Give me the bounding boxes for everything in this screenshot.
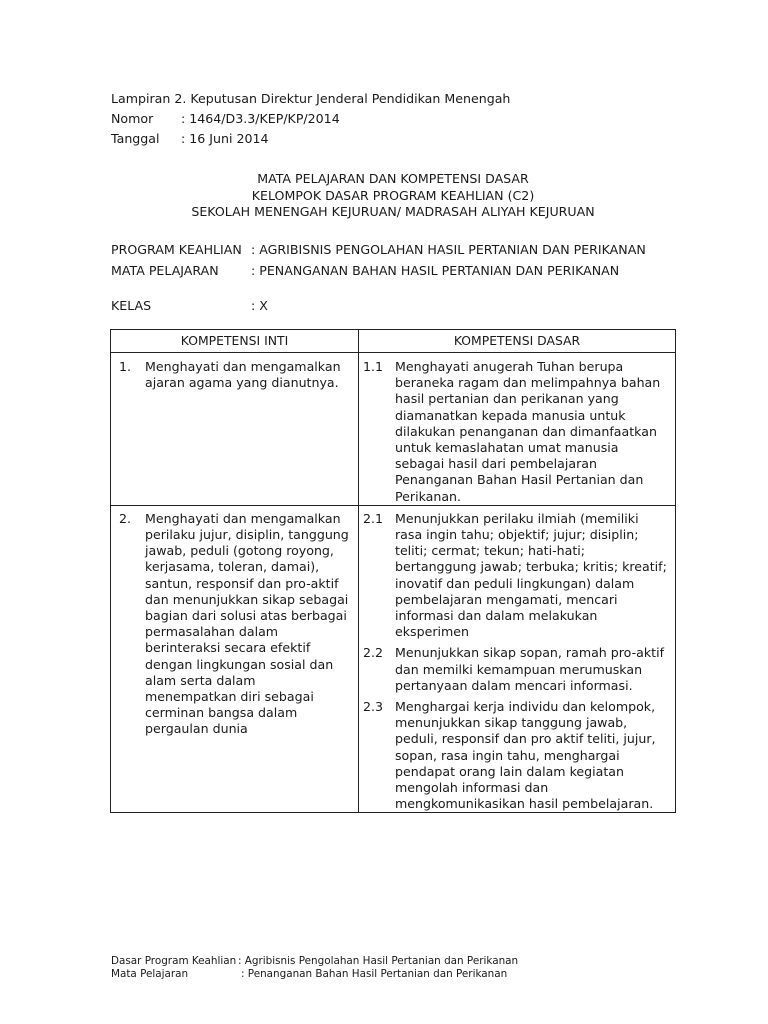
- kd-item: [359, 645, 675, 694]
- kd-item: [359, 359, 675, 505]
- kd-number: 2.1: [363, 510, 384, 526]
- tanggal-label: Tanggal: [111, 131, 160, 146]
- ki-item: [111, 359, 358, 391]
- tanggal-value: : 16 Juni 2014: [181, 131, 269, 146]
- mata-pelajaran-value: : PENANGANAN BAHAN HASIL PERTANIAN DAN PERIKANAN: [251, 263, 620, 278]
- nomor-label: Nomor: [111, 111, 154, 126]
- kd-cell: [359, 353, 676, 506]
- table-row: [111, 505, 676, 813]
- kelas-label: KELAS: [111, 298, 152, 313]
- ki-item: [111, 511, 358, 738]
- kd-text: Menunjukkan sikap sopan, ramah pro-aktif dan memilki kemampuan merumuskan pertanyaan dalam mencari informasi.: [395, 645, 665, 693]
- kd-number: 2.2: [363, 645, 384, 661]
- title-line-3: SEKOLAH MENENGAH KEJURUAN/ MADRASAH ALIYAH KEJURUAN: [191, 204, 595, 219]
- ki-cell: [111, 505, 359, 813]
- ki-text: Menghayati dan mengamalkan perilaku jujur, disiplin, tanggung jawab, peduli (gotong royong, kerjasama, toleran, damai), santun, responsif dan pro-aktif dan menunjukkan sikap sebagai bagian dari solusi atas berbagai permasalahan dalam berinteraksi secara efektif dengan lingkungan sosial dan alam serta dalam menempatkan diri sebagai cerminan bangsa dalam pergaulan dunia: [145, 510, 349, 737]
- table-header-row: [111, 330, 676, 353]
- footer-mp-value: : Penanganan Bahan Hasil Pertanian dan Perikanan: [241, 968, 508, 980]
- footer-mp-label: Mata Pelajaran: [111, 968, 189, 980]
- program-keahlian-label: PROGRAM KEAHLIAN: [111, 242, 242, 257]
- nomor-value: : 1464/D3.3/KEP/KP/2014: [181, 111, 340, 126]
- kd-number: 1.1: [363, 359, 384, 374]
- kd-item: [359, 511, 675, 641]
- ki-text: Menghayati dan mengamalkan ajaran agama yang dianutnya.: [145, 359, 341, 391]
- ki-cell: [111, 353, 359, 506]
- title-line-2: KELOMPOK DASAR PROGRAM KEAHLIAN (C2): [251, 188, 535, 203]
- mata-pelajaran-label: MATA PELAJARAN: [111, 263, 219, 278]
- kd-number: 2.3: [363, 699, 384, 715]
- footer-dpk-label: Dasar Program Keahlian: [111, 955, 237, 967]
- kd-text: Menghargai kerja individu dan kelompok, menunjukkan sikap tanggung jawab, peduli, responsif dan pro aktif teliti, jujur, sopan, rasa ingin tahu, menghargai pendapat orang lain dalam kegiatan mengolah informasi dan mengkomunikasikan hasil pembelajaran.: [395, 699, 656, 812]
- header-kompetensi-inti: KOMPETENSI INTI: [111, 330, 359, 353]
- footer-dpk-value: : Agribisnis Pengolahan Hasil Pertanian dan Perikanan: [238, 955, 519, 967]
- kd-cell: [359, 505, 676, 813]
- kd-text: Menghayati anugerah Tuhan berupa beraneka ragam dan melimpahnya bahan hasil pertanian dan perikanan yang diamanatkan kepada manusia untuk dilakukan penanganan dan dimanfaatkan untuk kemaslahatan umat manusia sebagai hasil dari pembelajaran Penanganan Bahan Hasil Pertanian dan Perikanan.: [395, 359, 661, 504]
- title-line-1: MATA PELAJARAN DAN KOMPETENSI DASAR: [257, 171, 529, 186]
- header-kompetensi-dasar: KOMPETENSI DASAR: [359, 330, 676, 353]
- kd-item: [359, 699, 675, 812]
- lampiran-line: Lampiran 2. Keputusan Direktur Jenderal Pendidikan Menengah: [111, 91, 511, 106]
- ki-number: 1.: [119, 359, 132, 374]
- competency-table: [110, 329, 676, 813]
- ki-number: 2.: [119, 510, 132, 526]
- program-keahlian-value: : AGRIBISNIS PENGOLAHAN HASIL PERTANIAN DAN PERIKANAN: [251, 242, 646, 257]
- kelas-value: : X: [251, 298, 268, 313]
- kd-text: Menunjukkan perilaku ilmiah (memiliki rasa ingin tahu; objektif; jujur; disiplin; teliti; cermat; tekun; hati-hati; bertanggung jawab; terbuka; kritis; kreatif; inovatif dan peduli lingkungan) dalam pembelajaran mengamati, mencari informasi dan dalam melakukan eksperimen: [395, 510, 667, 640]
- table-row: [111, 353, 676, 506]
